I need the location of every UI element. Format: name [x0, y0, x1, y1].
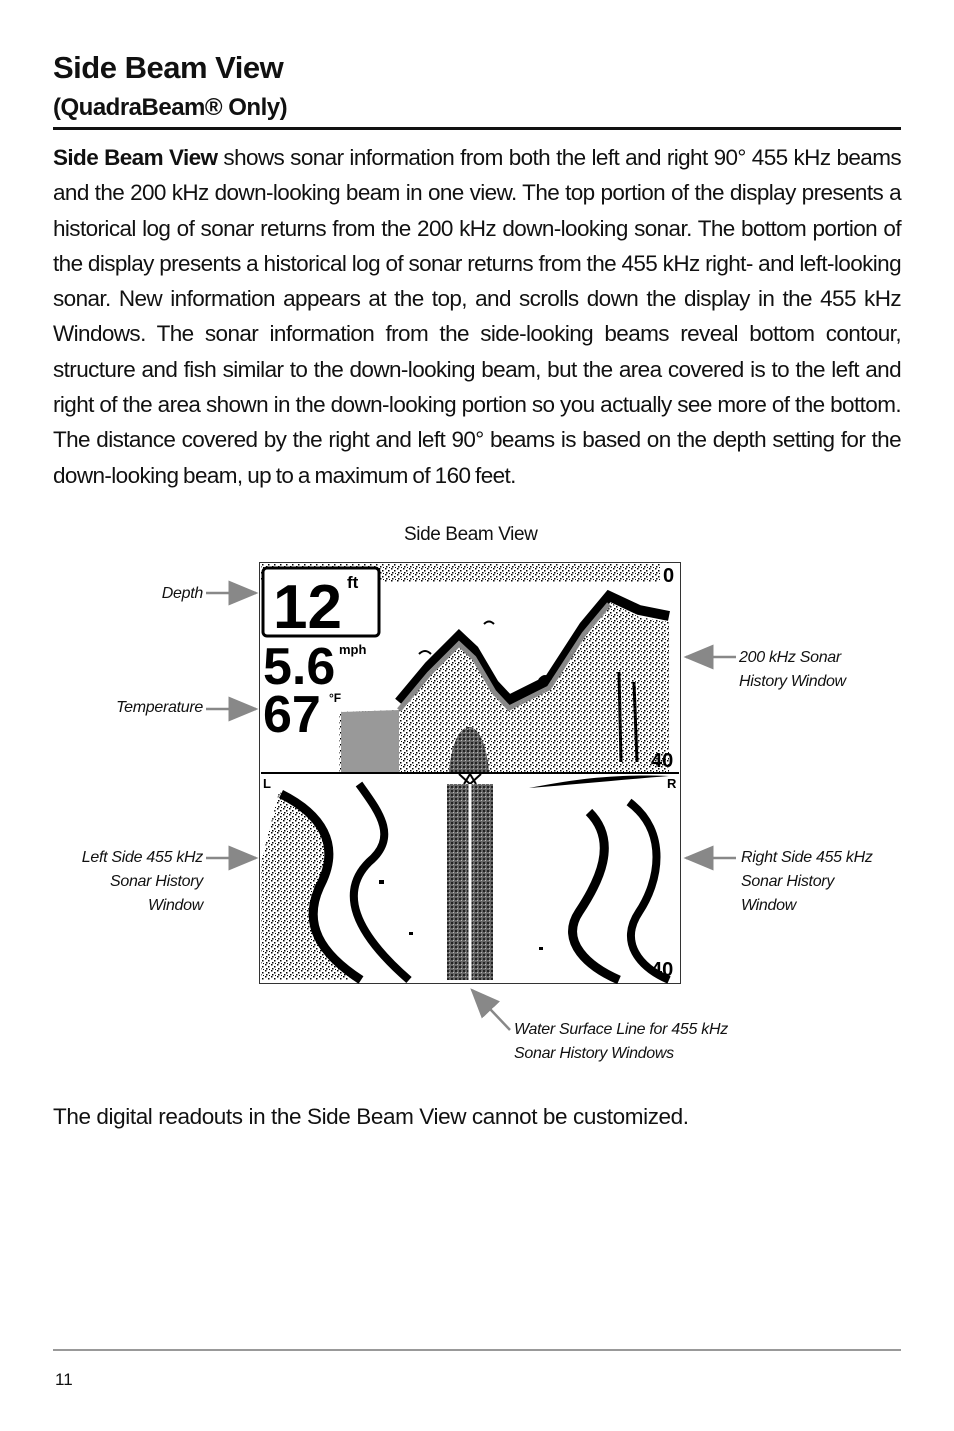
fish-dot-1 — [379, 880, 384, 884]
body-lead: Side Beam View — [53, 145, 218, 170]
callout-left-line-2: Sonar History — [109, 873, 203, 890]
callout-right-line-2: Sonar History — [741, 873, 835, 890]
speed-value: 5.6 — [263, 638, 336, 696]
callout-depth: Depth — [161, 585, 203, 602]
fish-dot-3 — [539, 947, 543, 950]
depth-unit: ft — [347, 573, 359, 592]
scale-upper-bottom: 40 — [651, 750, 674, 772]
callout-water-line-1: Water Surface Line for 455 kHz — [514, 1021, 728, 1038]
footer-note: The digital readouts in the Side Beam View cannot be customized. — [53, 1104, 689, 1129]
callout-200-line-2: History Window — [739, 673, 846, 690]
callout-water-line-2: Sonar History Windows — [514, 1045, 674, 1062]
callout-200-line-1: 200 kHz Sonar — [739, 649, 841, 666]
speed-unit: mph — [339, 642, 367, 657]
footer-divider — [53, 1349, 901, 1351]
figure-title: Side Beam View — [404, 524, 538, 545]
callout-right-line-1: Right Side 455 kHz — [741, 849, 873, 866]
scale-top: 0 — [663, 565, 675, 587]
page-subtitle: (QuadraBeam® Only) — [53, 94, 288, 121]
callout-right-line-3: Window — [741, 897, 796, 914]
page-number: 11 — [55, 1370, 73, 1389]
depth-value: 12 — [273, 573, 342, 642]
sonar-screen — [259, 562, 681, 984]
page-title: Side Beam View — [53, 50, 284, 85]
left-marker: L — [263, 776, 271, 791]
temp-value: 67 — [263, 686, 321, 744]
callout-temperature: Temperature — [116, 699, 203, 716]
fish-dot-2 — [409, 932, 413, 935]
callout-left-line-1: Left Side 455 kHz — [81, 849, 203, 866]
body-text: shows sonar information from both the left and right 90° 455 kHz beams and the 200 kHz down-looking beam in one view. The top portion of the display presents a historical log of sonar returns from the 200 kHz down-looking sonar. The bottom portion of the display presents a historical log of sonar returns from the 455 kHz right- and left-looking sonar. New information appears at the top, and scrolls down the display in the 455 kHz Windows. The sonar information from the side-looking beams reveal bottom contour, structure and fish similar to the down-looking beam, but the area covered is to the left and right of the area shown in the down-looking portion so you actually see more of the bottom. The distance covered by the right and left 90° beams is based on the depth setting for the down-looking beam, up to a maximum of 160 feet. — [53, 145, 901, 488]
temp-unit: °F — [329, 691, 342, 705]
scale-lower-bottom: 40 — [651, 959, 674, 981]
right-marker: R — [667, 776, 677, 791]
temperature-shade — [341, 710, 399, 772]
arrow-water-surface — [472, 990, 510, 1030]
callout-left-line-3: Window — [148, 897, 203, 914]
